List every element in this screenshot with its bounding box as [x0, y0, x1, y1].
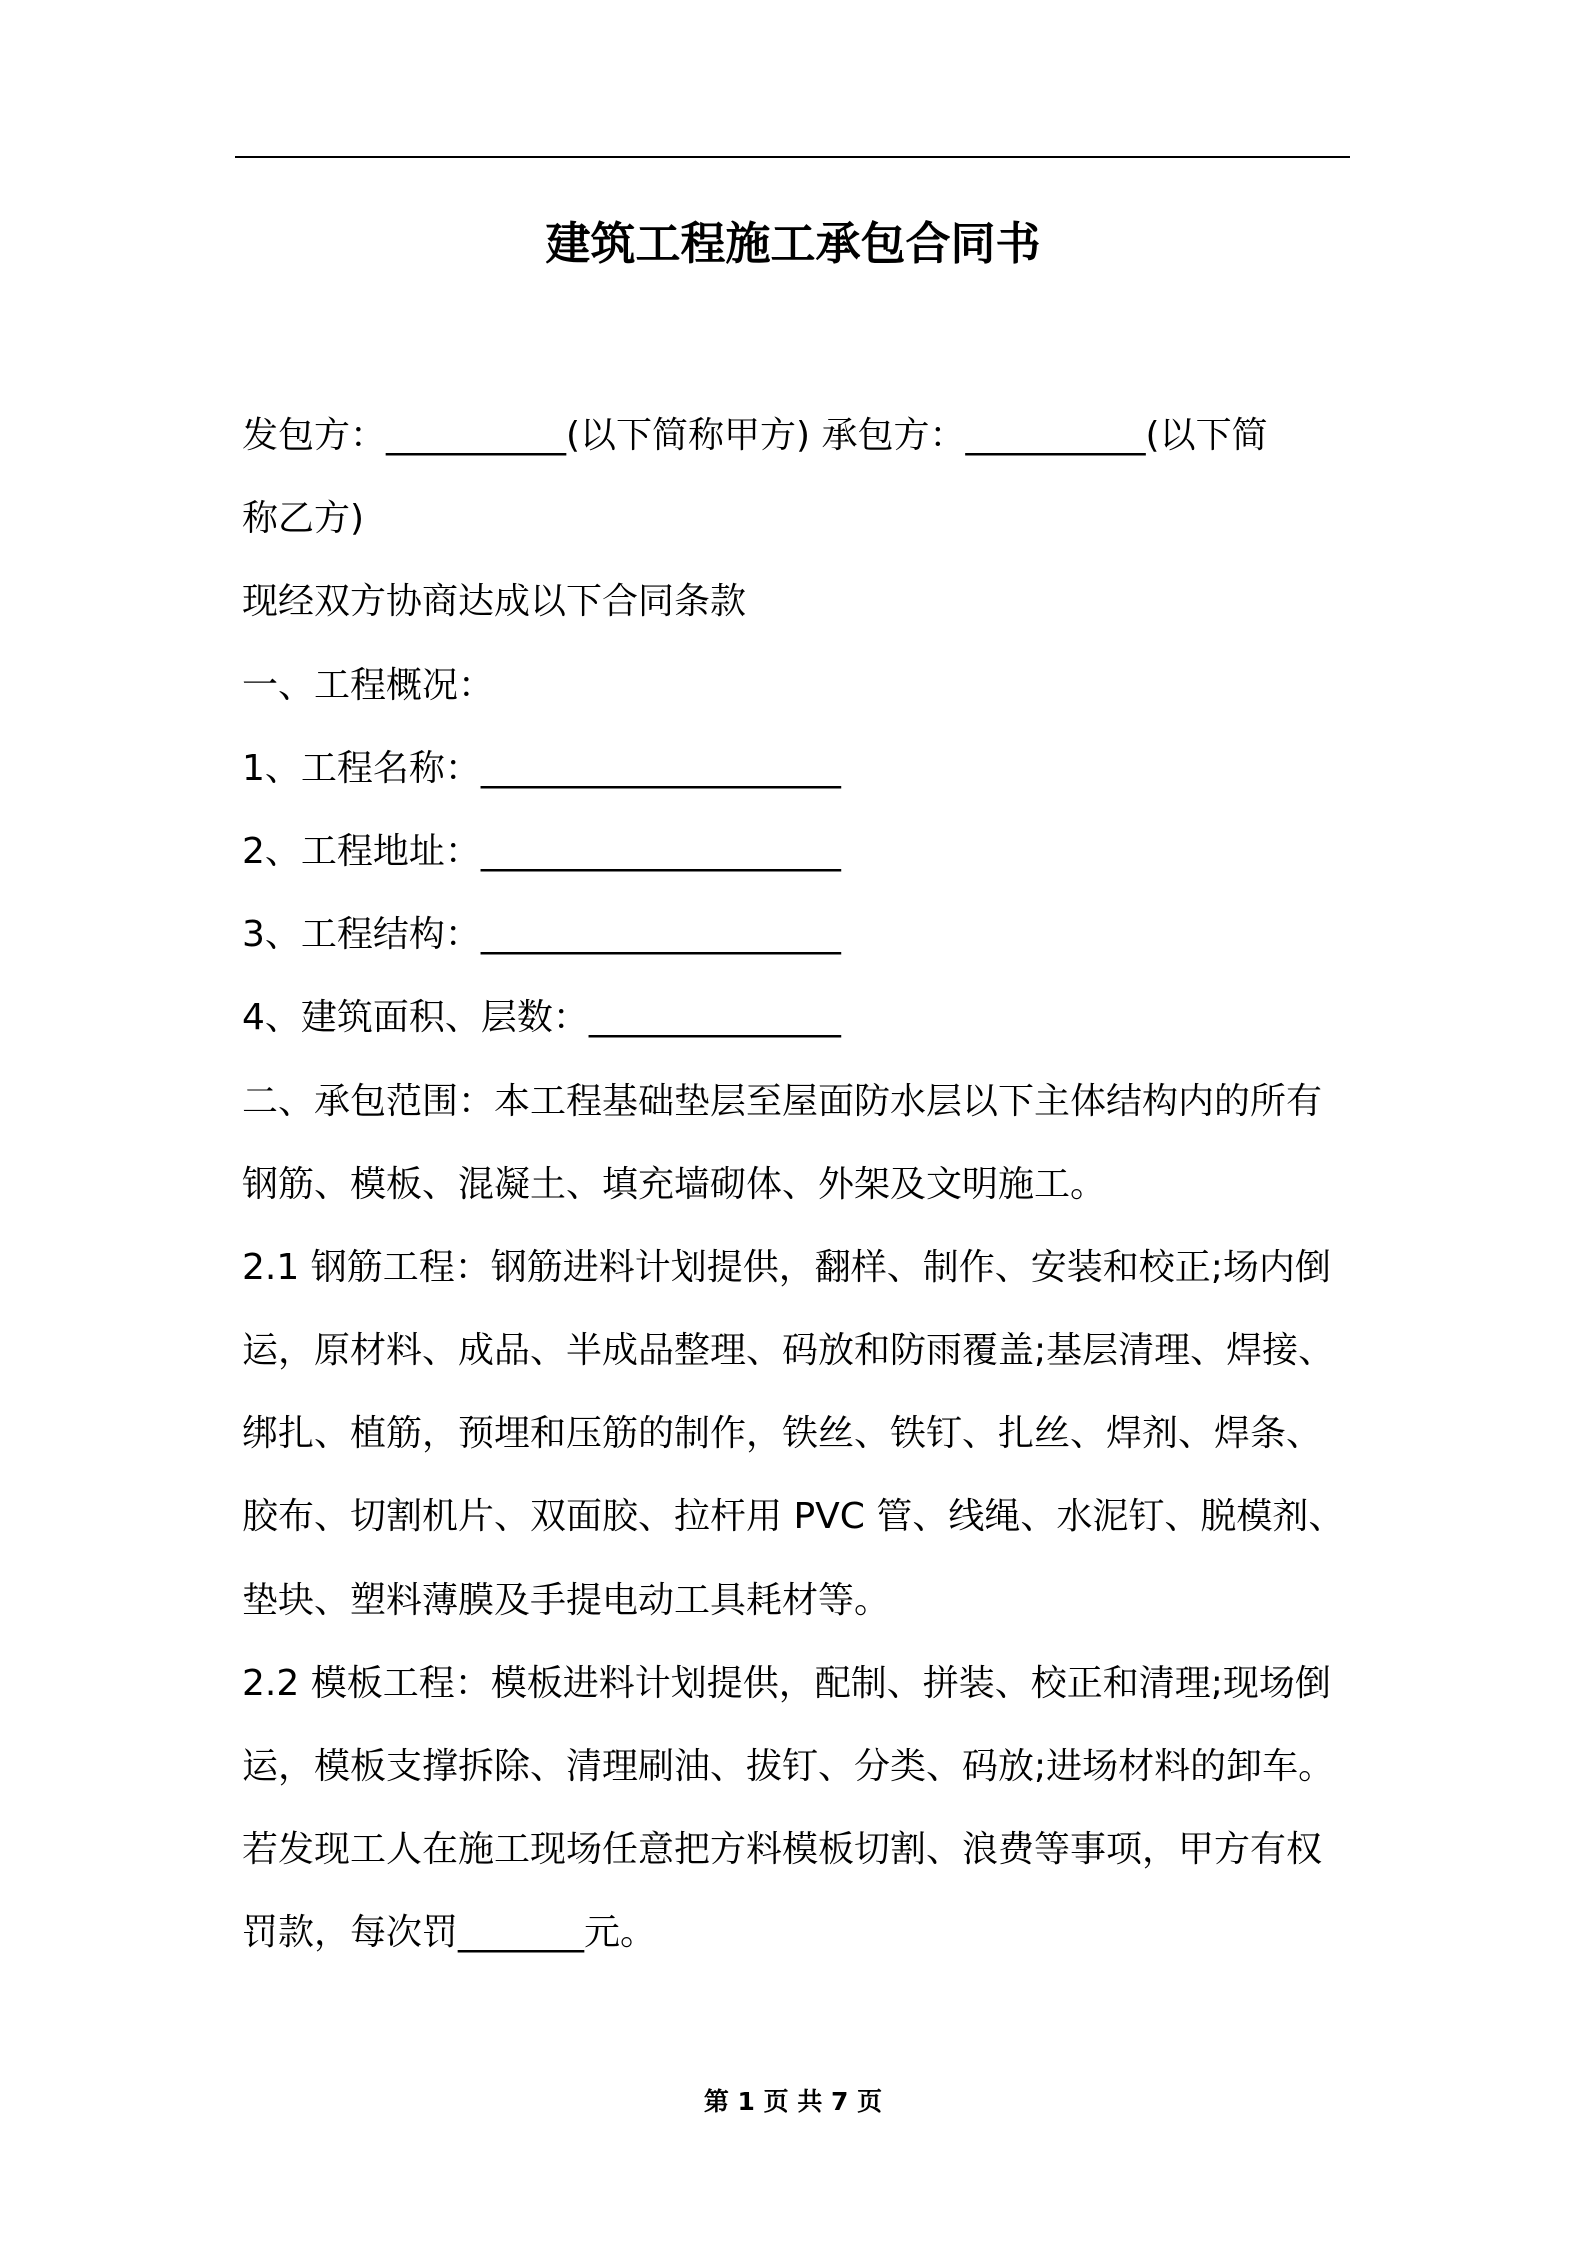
clause-rebar-line: 胶布、切割机片、双面胶、拉杆用 PVC 管、线绳、水泥钉、脱模剂、: [242, 1496, 1345, 1538]
field-project-address: 2、工程地址：____________________: [242, 830, 841, 872]
document-body: [242, 410, 1372, 1991]
clause-formwork-line: 若发现工人在施工现场任意把方料模板切割、浪费等事项，甲方有权: [242, 1829, 1323, 1871]
section-heading-overview: 一、工程概况：: [242, 664, 495, 706]
page-indicator: 第 1 页 共 7 页: [703, 2087, 883, 2116]
clause-formwork-line: 运，模板支撑拆除、清理刷油、拔钉、分类、码放;进场材料的卸车。: [242, 1746, 1335, 1787]
agreement-intro: 现经双方协商达成以下合同条款: [242, 581, 747, 623]
clause-rebar-line: 垫块、塑料薄膜及手提电动工具耗材等。: [242, 1579, 891, 1621]
header-rule: [235, 156, 1350, 158]
clause-rebar-line: 2.1 钢筋工程：钢筋进料计划提供，翻样、制作、安装和校正;场内倒: [242, 1246, 1331, 1288]
document-title: 建筑工程施工承包合同书: [545, 217, 1041, 270]
clause-rebar-line: 运，原材料、成品、半成品整理、码放和防雨覆盖;基层清理、焊接、: [242, 1330, 1335, 1372]
section-scope-line: 钢筋、模板、混凝土、填充墙砌体、外架及文明施工。: [242, 1163, 1107, 1205]
field-project-name: 1、工程名称：____________________: [242, 747, 841, 789]
party-line-continued: 称乙方): [242, 498, 365, 540]
clause-formwork-line: 罚款，每次罚_______元。: [242, 1912, 657, 1954]
section-scope-line: 二、承包范围：本工程基础垫层至屋面防水层以下主体结构内的所有: [242, 1080, 1323, 1122]
party-line: 发包方：__________(以下简称甲方) 承包方：__________(以下简: [242, 415, 1268, 456]
clause-formwork-line: 2.2 模板工程：模板进料计划提供，配制、拼装、校正和清理;现场倒: [242, 1662, 1331, 1704]
field-area-floors: 4、建筑面积、层数：______________: [242, 997, 841, 1039]
clause-rebar-line: 绑扎、植筋，预埋和压筋的制作，铁丝、铁钉、扎丝、焊剂、焊条、: [242, 1413, 1323, 1455]
field-project-structure: 3、工程结构：____________________: [242, 914, 841, 956]
